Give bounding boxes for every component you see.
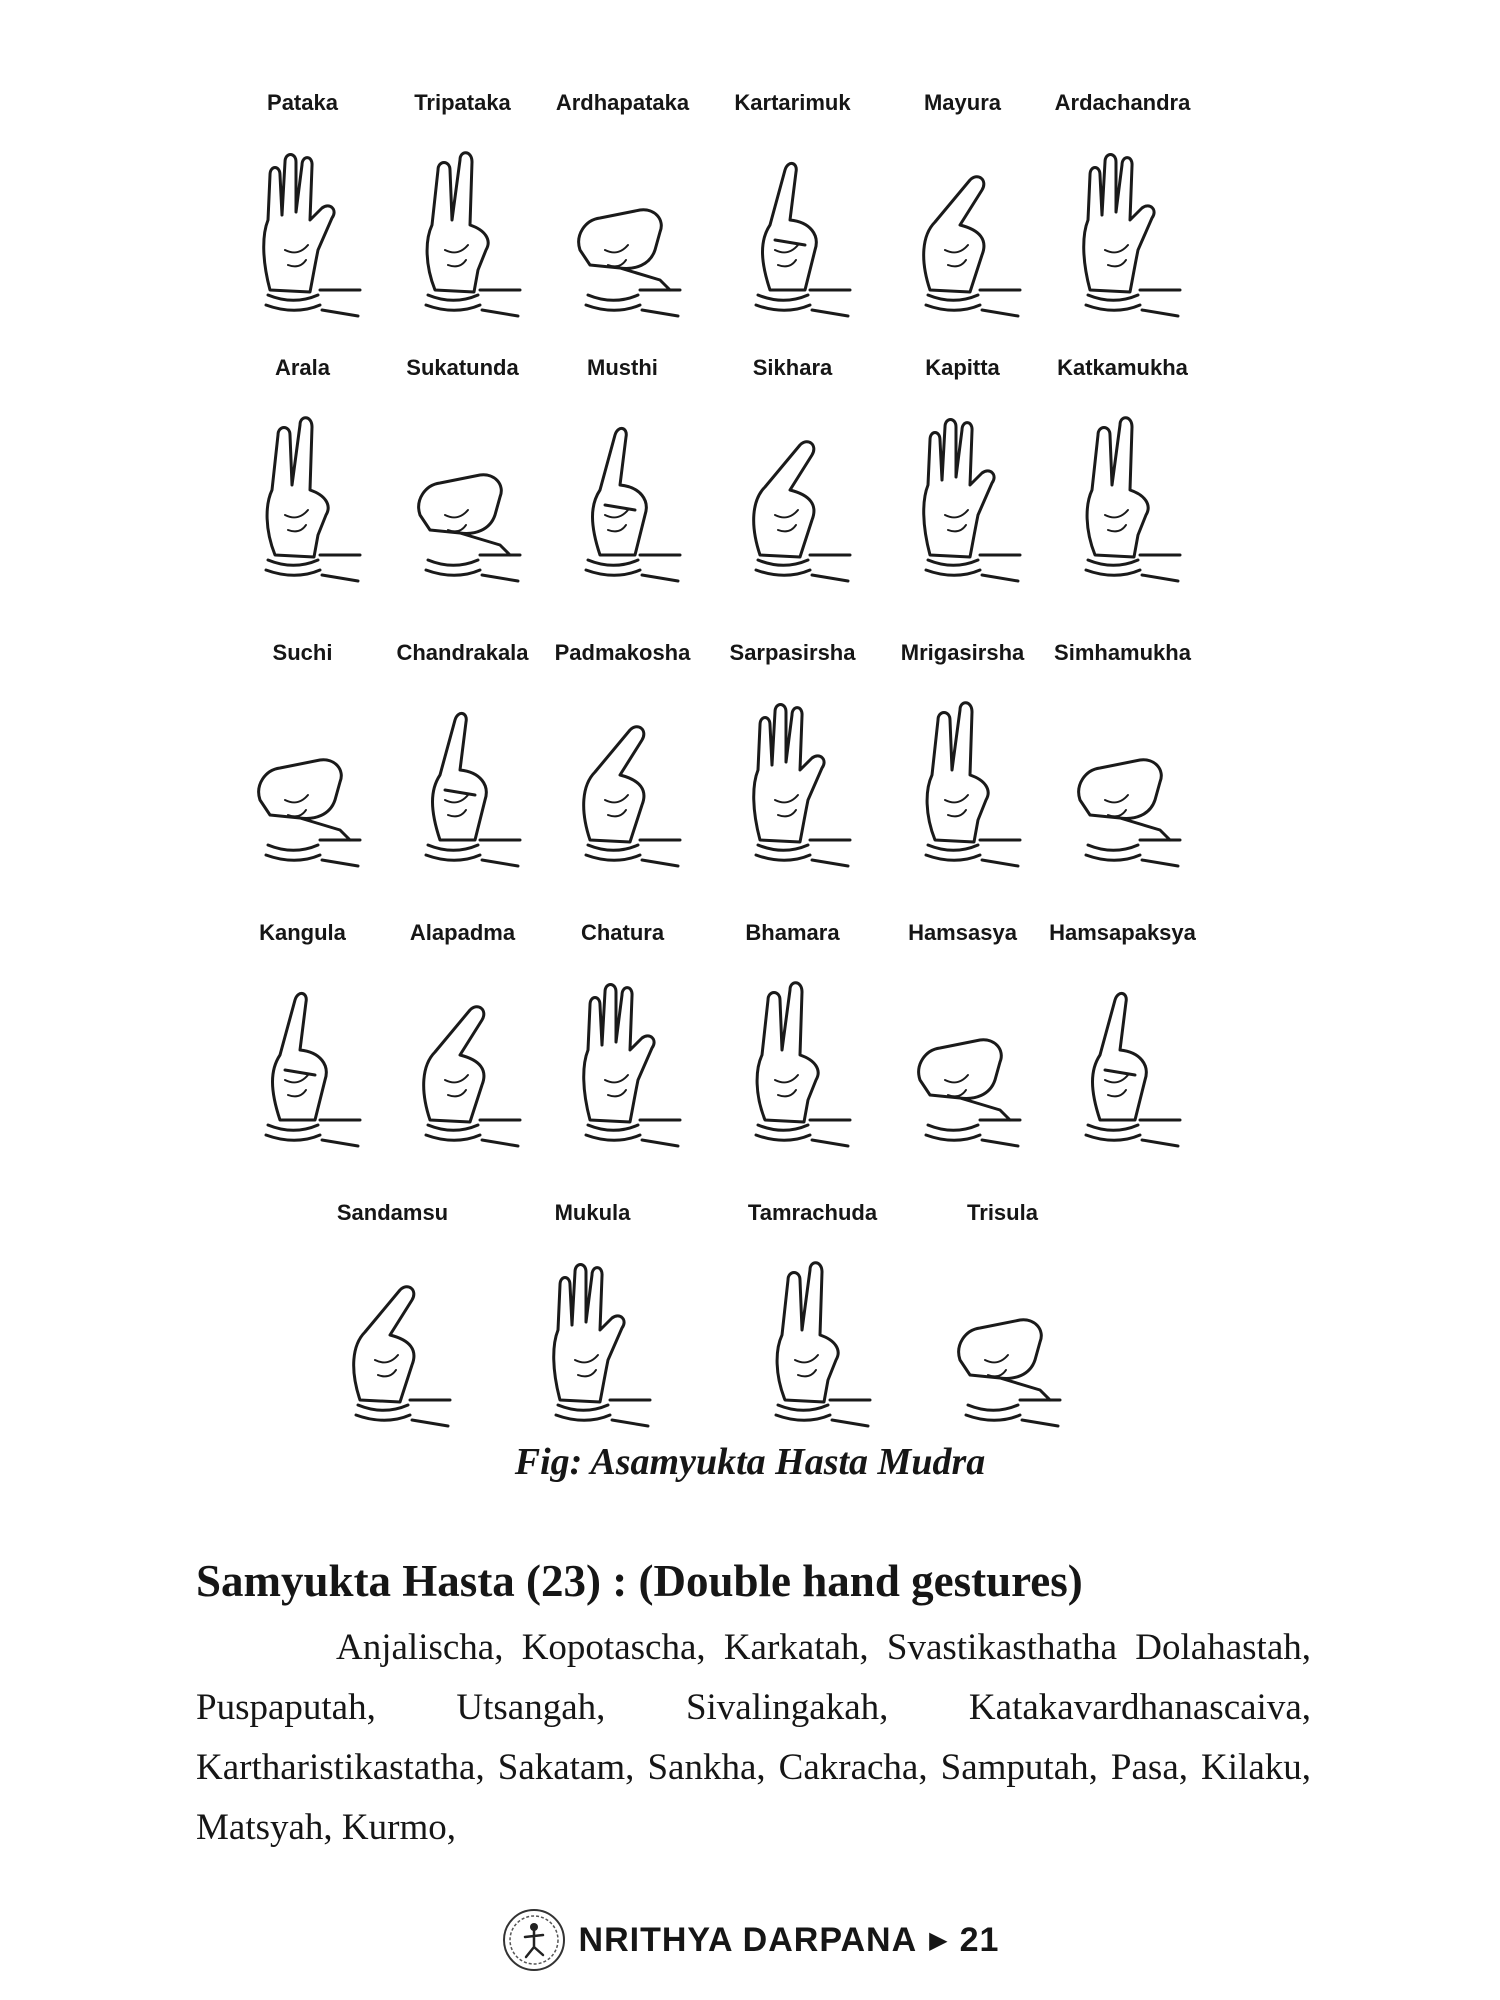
hand-gesture-illustration (400, 405, 525, 590)
mudra-label: Katkamukha (1057, 355, 1188, 380)
hand-gesture-illustration (240, 140, 365, 325)
mudra-label: Mukula (554, 1200, 631, 1225)
mudra-label: Simhamukha (1054, 640, 1191, 665)
mudra-cell (370, 640, 555, 905)
hand-gesture-illustration (900, 970, 1025, 1155)
mudra-label: Bhamara (745, 920, 840, 945)
mudra-cell (700, 640, 885, 905)
mudra-label: Kapitta (925, 355, 1000, 380)
mudra-label: Kartarimuk (734, 90, 851, 115)
mudra-cell (910, 1200, 1095, 1465)
hand-gesture-illustration (560, 405, 685, 590)
mudra-label: Pataka (267, 90, 338, 115)
page-footer (0, 1910, 1500, 1970)
mudra-cell (500, 1200, 685, 1465)
mudra-label: Sandamsu (336, 1200, 449, 1225)
hand-gesture-illustration (1060, 970, 1185, 1155)
mudra-cell (870, 920, 1055, 1185)
mudra-label: Sikhara (752, 355, 833, 380)
mudra-label: Suchi (272, 640, 333, 665)
mudra-cell (530, 90, 715, 355)
mudra-label: Kangula (259, 920, 346, 945)
mudra-cell (210, 640, 395, 905)
dancer-seal-logo-icon (501, 1907, 567, 1973)
mudra-cell (370, 90, 555, 355)
mudra-cell (870, 640, 1055, 905)
hand-gesture-illustration (900, 405, 1025, 590)
hand-gesture-illustration (330, 1250, 455, 1435)
mudra-label: Chatura (580, 920, 665, 945)
mudra-label: Padmakosha (554, 640, 691, 665)
hand-gesture-illustration (240, 970, 365, 1155)
mudra-figure-grid (210, 90, 1320, 1410)
mudra-cell (210, 920, 395, 1185)
hand-gesture-illustration (400, 690, 525, 875)
mudra-cell (370, 920, 555, 1185)
mudra-label: Hamsapaksya (1049, 920, 1196, 945)
hand-gesture-illustration (240, 405, 365, 590)
hand-gesture-illustration (730, 970, 855, 1155)
mudra-cell (530, 920, 715, 1185)
hand-gesture-illustration (730, 140, 855, 325)
hand-gesture-illustration (1060, 405, 1185, 590)
mudra-label: Arala (274, 355, 331, 380)
mudra-cell (720, 1200, 905, 1465)
mudra-cell (700, 920, 885, 1185)
hand-gesture-illustration (400, 140, 525, 325)
mudra-cell (700, 90, 885, 355)
mudra-label: Mrigasirsha (900, 640, 1025, 665)
mudra-cell (1030, 640, 1215, 905)
hand-gesture-illustration (400, 970, 525, 1155)
mudra-cell (300, 1200, 485, 1465)
hand-gesture-illustration (730, 690, 855, 875)
mudra-label: Sarpasirsha (729, 640, 856, 665)
body-paragraph: Anjalischa, Kopotascha, Karkatah, Svastikasthatha Dolahastah, Puspaputah, Utsangah, Sivalingakah, Katakavardhanascaiva, Kartharistikastatha, Sakatam, Sankha, Cakracha, Samputah, Pasa, Kilaku, Matsyah, Kurmo, (196, 1627, 1311, 1848)
hand-gesture-illustration (900, 140, 1025, 325)
page-number: 21 (959, 1920, 1000, 1959)
mudra-cell (870, 90, 1055, 355)
footer-title: NRITHYA DARPANA (578, 1920, 918, 1959)
mudra-cell (1030, 920, 1215, 1185)
mudra-label: Musthi (587, 355, 658, 380)
mudra-cell (530, 640, 715, 905)
mudra-label: Ardachandra (1054, 90, 1191, 115)
mudra-cell (530, 355, 715, 620)
mudra-cell (700, 355, 885, 620)
mudra-label: Ardhapataka (555, 90, 690, 115)
hand-gesture-illustration (730, 405, 855, 590)
hand-gesture-illustration (750, 1250, 875, 1435)
mudra-cell (210, 355, 395, 620)
hand-gesture-illustration (1060, 690, 1185, 875)
mudra-cell (1030, 90, 1215, 355)
mudra-cell (370, 355, 555, 620)
hand-gesture-illustration (530, 1250, 655, 1435)
hand-gesture-illustration (240, 690, 365, 875)
mudra-label: Tripataka (414, 90, 511, 115)
mudra-label: Sukatunda (406, 355, 519, 380)
mudra-label: Alapadma (409, 920, 516, 945)
hand-gesture-illustration (940, 1250, 1065, 1435)
hand-gesture-illustration (900, 690, 1025, 875)
figure-caption: Fig: Asamyukta Hasta Mudra (514, 1441, 986, 1483)
footer-arrow: ▶ (929, 1926, 948, 1954)
mudra-label: Chandrakala (396, 640, 529, 665)
hand-gesture-illustration (1060, 140, 1185, 325)
mudra-label: Hamsasya (908, 920, 1017, 945)
section-heading: Samyukta Hasta (23) : (Double hand gestures) (196, 1556, 1083, 1606)
hand-gesture-illustration (560, 970, 685, 1155)
mudra-label: Trisula (967, 1200, 1038, 1225)
mudra-cell (210, 90, 395, 355)
mudra-cell (870, 355, 1055, 620)
hand-gesture-illustration (560, 140, 685, 325)
mudra-label: Tamrachuda (747, 1200, 878, 1225)
mudra-cell (1030, 355, 1215, 620)
hand-gesture-illustration (560, 690, 685, 875)
mudra-label: Mayura (923, 90, 1002, 115)
